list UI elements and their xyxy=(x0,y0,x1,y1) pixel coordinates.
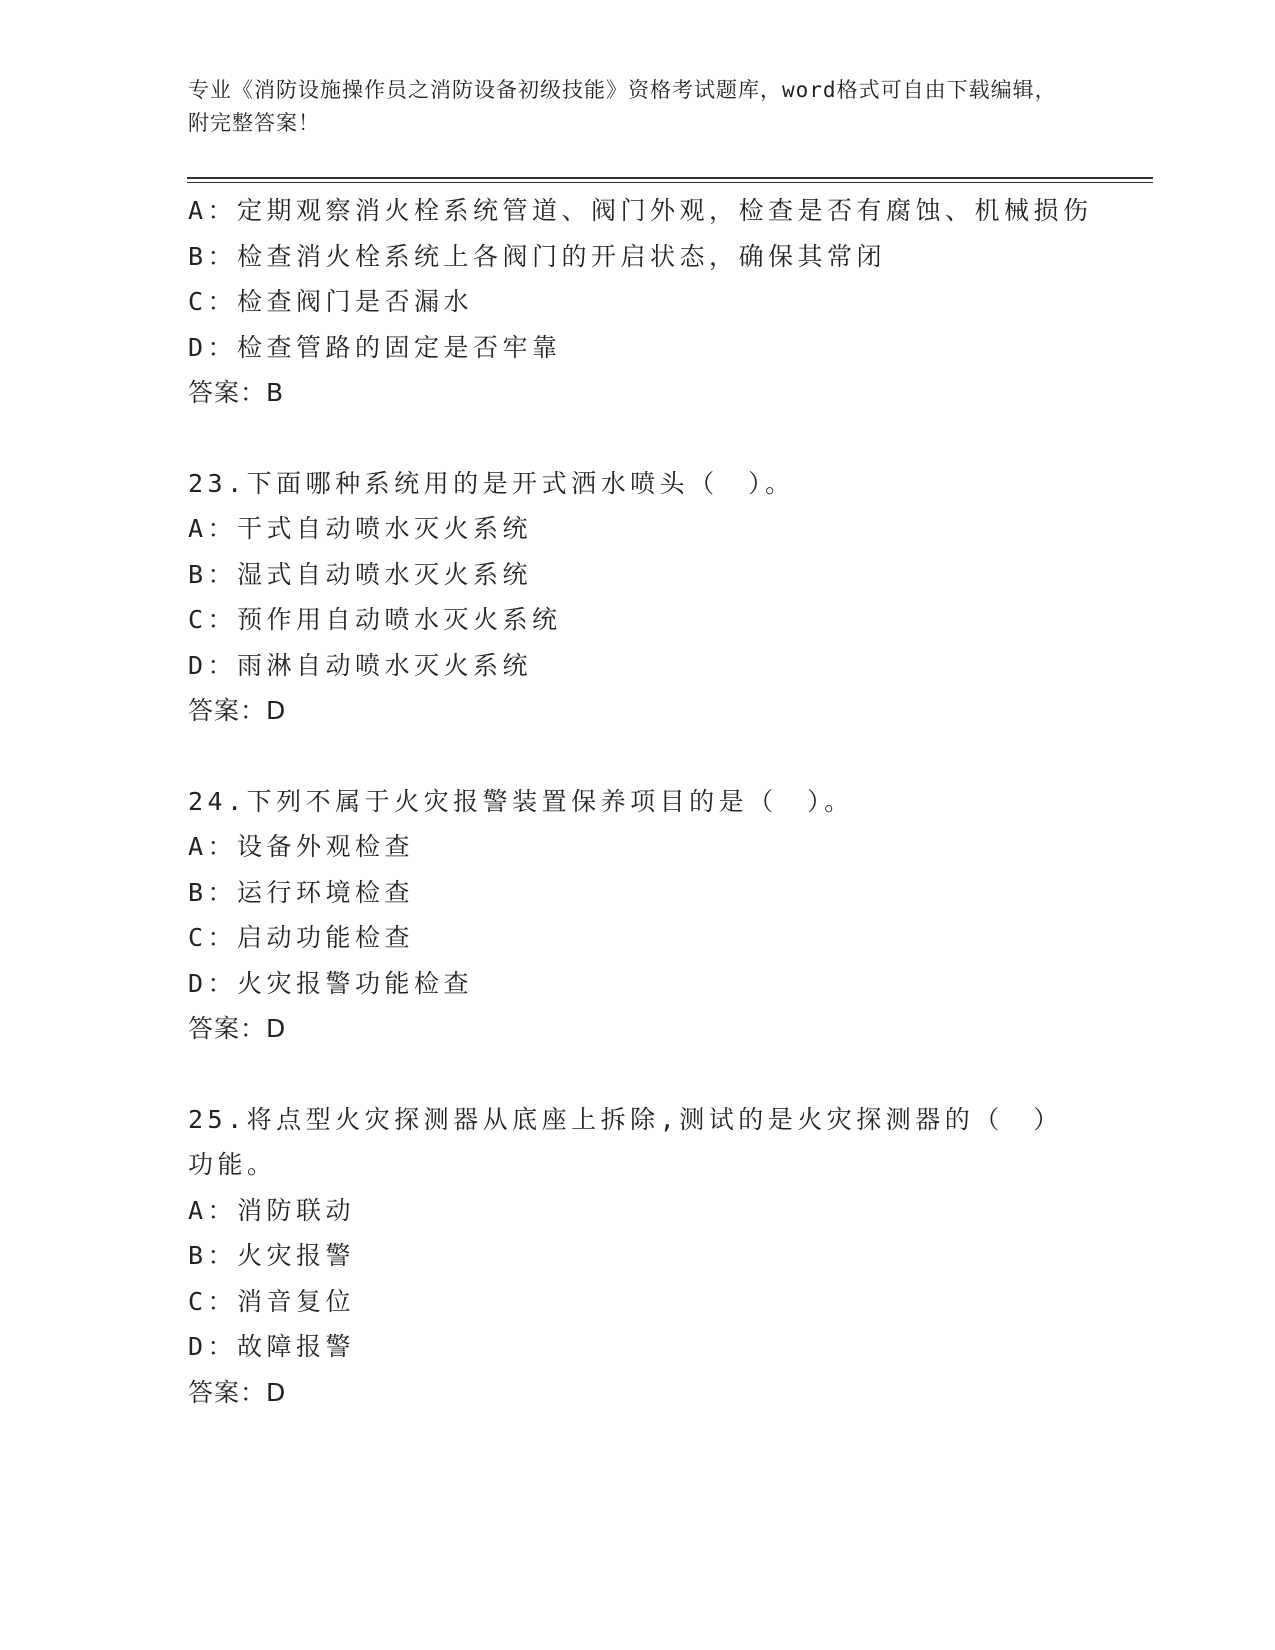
answer-line: 答案：B xyxy=(188,378,285,407)
question-block xyxy=(188,461,1088,734)
option-d: D：火灾报警功能检查 xyxy=(188,968,474,998)
spacer xyxy=(188,416,1088,461)
option-d: D：雨淋自动喷水灭火系统 xyxy=(188,650,533,680)
header-divider-thick xyxy=(187,177,1153,179)
question-block xyxy=(188,1097,1088,1416)
question-block xyxy=(188,779,1088,1052)
option-c: C：预作用自动喷水灭火系统 xyxy=(188,605,562,634)
option-b: B：运行环境检查 xyxy=(188,877,415,907)
spacer xyxy=(188,734,1088,779)
question-title: 23.下面哪种系统用的是开式洒水喷头（ ）。 xyxy=(188,468,795,498)
option-b: B：湿式自动喷水灭火系统 xyxy=(188,559,533,589)
option-c: C：启动功能检查 xyxy=(188,923,415,952)
option-a: A：干式自动喷水灭火系统 xyxy=(188,514,533,543)
spacer xyxy=(188,1052,1088,1097)
question-block xyxy=(188,188,1093,416)
answer-line: 答案：D xyxy=(188,696,287,725)
question-title: 25.将点型火灾探测器从底座上拆除,测试的是火灾探测器的（ ）功能。 xyxy=(188,1104,1063,1179)
option-a: A：定期观察消火栓系统管道、阀门外观，检查是否有腐蚀、机械损伤 xyxy=(188,196,1093,225)
document-header: 专业《消防设施操作员之消防设备初级技能》资格考试题库，word格式可自由下载编辑，附完整答案！ xyxy=(188,78,1057,135)
option-b: B：检查消火栓系统上各阀门的开启状态，确保其常闭 xyxy=(188,241,887,271)
question-title: 24.下列不属于火灾报警装置保养项目的是（ ）。 xyxy=(188,786,854,816)
option-d: D：故障报警 xyxy=(188,1332,356,1361)
option-c: C：检查阀门是否漏水 xyxy=(188,287,474,316)
option-d: D：检查管路的固定是否牢靠 xyxy=(188,332,562,362)
option-c: C：消音复位 xyxy=(188,1286,356,1316)
option-b: B：火灾报警 xyxy=(188,1241,356,1270)
question-list xyxy=(188,188,1093,1415)
header-divider-thin xyxy=(187,182,1153,183)
answer-line: 答案：D xyxy=(188,1377,287,1407)
answer-line: 答案：D xyxy=(188,1014,287,1043)
option-a: A：设备外观检查 xyxy=(188,832,415,861)
option-a: A：消防联动 xyxy=(188,1195,356,1225)
